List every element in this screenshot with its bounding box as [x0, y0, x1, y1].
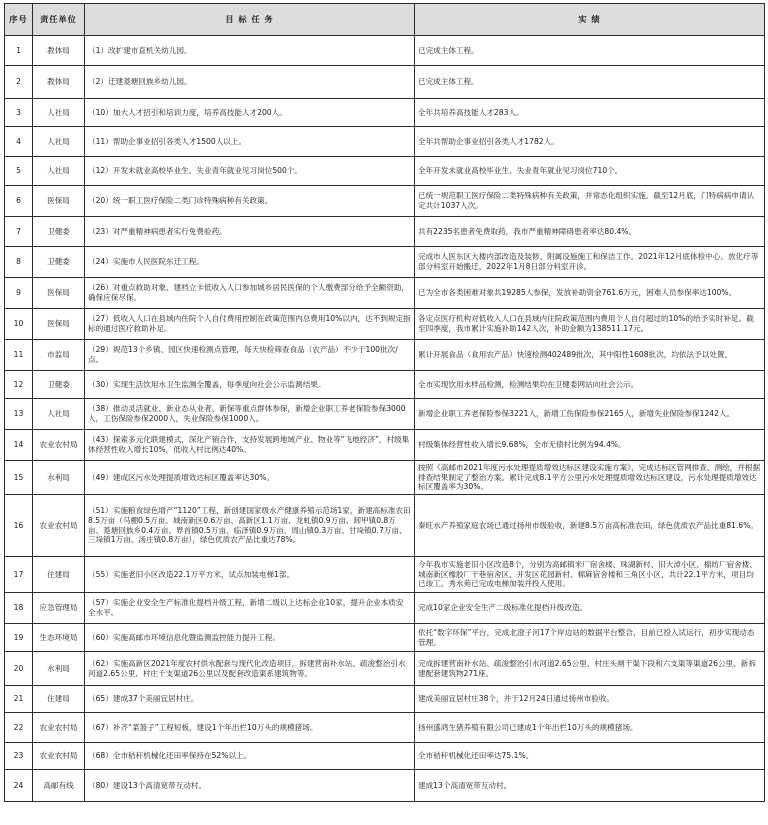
- achievement: 今年我市实施老旧小区改造8个，分别为高邮镇米厂宿舍楼、珠湖新村、旧大淖小区、棉纺厂宿舍楼、城南新区橡胶厂干巷宿舍区、开发区花园新村、棉麻宿舍楼和三角区小区，共计22.1平方米，项目均已竣工。秀水苑已完成电梯加装并投入使用。: [415, 557, 765, 593]
- row-number: 17: [5, 557, 33, 593]
- achievement: 建成13个高清宽带互动村。: [415, 770, 765, 802]
- achievement: 完成拆建营南补水站、疏浚整治引水河道2.65公里、村庄头闸干渠下段和六支渠等渠道26公里、新拆建配套建筑物271座。: [415, 652, 765, 686]
- achievement: 各定点医疗机构对低收入人口在县域内住院政策范围内费用个人自付超过的10%的给予实时补足。截至四季度，我市累计实施补助142人次，补助金额为138511.17元。: [415, 309, 765, 340]
- responsible-unit: 生态环境局: [33, 624, 85, 652]
- row-number: 6: [5, 186, 33, 217]
- responsible-unit: 卫健委: [33, 217, 85, 247]
- target-task: （11）帮助企事业招引各类人才1500人以上。: [85, 127, 415, 157]
- target-task: （57）实施企业安全生产标准化提档升级工程，新增二级以上达标企业10家，提升企业本质安全水平。: [85, 593, 415, 624]
- target-task: （20）统一职工医疗保险二类门诊特殊病种有关政策。: [85, 186, 415, 217]
- row-number: 9: [5, 278, 33, 309]
- target-task-table: [4, 3, 765, 802]
- row-number: 21: [5, 686, 33, 713]
- row-number: 4: [5, 127, 33, 157]
- table-row: [5, 495, 765, 557]
- achievement: 全年共帮助企事业招引各类人才1782人。: [415, 127, 765, 157]
- table-row: [5, 652, 765, 686]
- target-task: （2）迁建菱塘回族乡幼儿园。: [85, 66, 415, 99]
- table-row: [5, 371, 765, 399]
- row-number: 24: [5, 770, 33, 802]
- row-number: 23: [5, 743, 33, 770]
- achievement: 依托“数字环保”平台，完成北澄子河17个岸边站的数据平台整合，目前已投入试运行，初步实现动态管理。: [415, 624, 765, 652]
- row-number: 2: [5, 66, 33, 99]
- responsible-unit: 人社局: [33, 157, 85, 186]
- target-task: （80）建设13个高清宽带互动村。: [85, 770, 415, 802]
- responsible-unit: 农业农村局: [33, 495, 85, 557]
- responsible-unit: 教体局: [33, 66, 85, 99]
- target-task: （27）低收入人口在县域内住院个人自付费用控制在政策范围内总费用10%以内，达不到规定指标的通过医疗救助补足。: [85, 309, 415, 340]
- target-task: （60）实施高邮市环境信息化暨监测监控能力提升工程。: [85, 624, 415, 652]
- responsible-unit: 人社局: [33, 99, 85, 127]
- row-number: 22: [5, 713, 33, 743]
- header-task: 目 标 任 务: [85, 4, 415, 36]
- header-result: 实 绩: [415, 4, 765, 36]
- row-number: 1: [5, 36, 33, 66]
- row-number: 20: [5, 652, 33, 686]
- table-row: [5, 713, 765, 743]
- responsible-unit: 农业农村局: [33, 430, 85, 461]
- row-number: 15: [5, 461, 33, 495]
- row-number: 16: [5, 495, 33, 557]
- table-row: [5, 186, 765, 217]
- row-number: 13: [5, 399, 33, 430]
- achievement: 村级集体经营性收入增长9.68%，全市无债村比例为94.4%。: [415, 430, 765, 461]
- responsible-unit: 水利局: [33, 652, 85, 686]
- table-row: [5, 127, 765, 157]
- table-row: [5, 686, 765, 713]
- achievement: 全年开发未就业高校毕业生、失业青年就业见习岗位710个。: [415, 157, 765, 186]
- achievement: 建成美丽宜居村庄38个，并于12月24日通过扬州市验收。: [415, 686, 765, 713]
- achievement: 完成市人医东区大楼内部改造及装修、附属设施施工和保洁工作。2021年12月底体检中心、放化疗等部分科室开始搬迁，2022年1月8日部分科室开诊。: [415, 247, 765, 278]
- target-task: （23）对严重精神病患者实行免费验药。: [85, 217, 415, 247]
- table-row: [5, 309, 765, 340]
- target-task: （65）建成37个美丽宜居村庄。: [85, 686, 415, 713]
- table-row: [5, 557, 765, 593]
- row-number: 19: [5, 624, 33, 652]
- row-number: 8: [5, 247, 33, 278]
- responsible-unit: 教体局: [33, 36, 85, 66]
- responsible-unit: 水利局: [33, 461, 85, 495]
- responsible-unit: 医保局: [33, 309, 85, 340]
- target-task: （10）加大人才招引和培训力度，培养高技能人才200人。: [85, 99, 415, 127]
- target-task: （68）全市秸秆机械化还田率保持在52%以上。: [85, 743, 415, 770]
- target-task: （12）开发未就业高校毕业生、失业青年就业见习岗位500个。: [85, 157, 415, 186]
- responsible-unit: 医保局: [33, 186, 85, 217]
- table-header-row: [5, 4, 765, 36]
- table-row: [5, 217, 765, 247]
- table-row: [5, 743, 765, 770]
- target-task: （67）补齐“菜篮子”工程短板，建设1个年出栏10万头的规模猪场。: [85, 713, 415, 743]
- target-task: （26）对重点救助对象、建档立卡低收入人口参加城乡居民医保的个人缴费部分给予全额资助，确保应保尽保。: [85, 278, 415, 309]
- target-task: （1）改扩建市直机关幼儿园。: [85, 36, 415, 66]
- row-number: 14: [5, 430, 33, 461]
- responsible-unit: 高邮有线: [33, 770, 85, 802]
- table-row: [5, 461, 765, 495]
- responsible-unit: 卫健委: [33, 247, 85, 278]
- target-task: （62）实施高新区2021年度农村供水配套与现代化改造项目，拆建营南补水站、疏浚整治引水河道2.65公里、村庄千支渠道26公里以及配套改造渠系建筑物等。: [85, 652, 415, 686]
- target-task: （43）探索多元化联建模式，深化产销合作，支持发展跨地域产业、物业等“飞地经济”，村级集体经营性收入增长10%，低收入村比例达40%。: [85, 430, 415, 461]
- achievement: 已统一规范职工医疗保险二类特殊病种有关政策，并常态化组织实施。截至12月底，门特病病申请认定共计1037人次。: [415, 186, 765, 217]
- header-no: 序号: [5, 4, 33, 36]
- table-row: [5, 247, 765, 278]
- header-unit: 责任单位: [33, 4, 85, 36]
- responsible-unit: 农业农村局: [33, 743, 85, 770]
- row-number: 11: [5, 340, 33, 371]
- row-number: 18: [5, 593, 33, 624]
- table-row: [5, 278, 765, 309]
- responsible-unit: 农业农村局: [33, 713, 85, 743]
- achievement: 扬州盛鸿生猪养殖有限公司已建成1个年出栏10万头的规模猪场。: [415, 713, 765, 743]
- responsible-unit: 人社局: [33, 399, 85, 430]
- table-row: [5, 770, 765, 802]
- responsible-unit: 医保局: [33, 278, 85, 309]
- achievement: 新增企业职工养老保险参保3221人，新增工伤保险参保2165人，新增失业保险参保1242人。: [415, 399, 765, 430]
- target-task: （24）实施市人民医院东迁工程。: [85, 247, 415, 278]
- achievement: 秦旺水产养殖家庭农场已通过扬州市级验收，新建8.5万亩高标准农田，绿色优质农产品比重81.6%。: [415, 495, 765, 557]
- row-number: 5: [5, 157, 33, 186]
- table-row: [5, 99, 765, 127]
- responsible-unit: 卫健委: [33, 371, 85, 399]
- table-row: [5, 624, 765, 652]
- table-row: [5, 430, 765, 461]
- achievement: 全市秸秆机械化还田率达75.1%。: [415, 743, 765, 770]
- achievement: 全年共培养高技能人才283人。: [415, 99, 765, 127]
- target-task: （30）实现生活饮用水卫生监测全覆盖，每季度向社会公示监测结果。: [85, 371, 415, 399]
- table-row: [5, 157, 765, 186]
- table-row: [5, 36, 765, 66]
- table-row: [5, 340, 765, 371]
- table-row: [5, 399, 765, 430]
- row-number: 12: [5, 371, 33, 399]
- achievement: 已为全市各类困难对象共19285人参保，发放补助资金761.6万元，困难人员参保率达100%。: [415, 278, 765, 309]
- target-task: （55）实施老旧小区改造22.1万平方米，试点加装电梯1部。: [85, 557, 415, 593]
- responsible-unit: 市监局: [33, 340, 85, 371]
- row-number: 7: [5, 217, 33, 247]
- achievement: 完成10家企业安全生产二级标准化提档升级改造。: [415, 593, 765, 624]
- responsible-unit: 应急管理局: [33, 593, 85, 624]
- achievement: 共有2235名患者免费取药，我市严重精神障碍患者率达80.4%。: [415, 217, 765, 247]
- target-task: （29）规范13个乡镇、园区快速检测点管理，每天快检筛查食品（农产品）不少于100批次/点。: [85, 340, 415, 371]
- achievement: 已完成主体工程。: [415, 36, 765, 66]
- row-number: 10: [5, 309, 33, 340]
- responsible-unit: 住建局: [33, 686, 85, 713]
- target-task: （49）建成区污水处理提质增效达标区覆盖率达30%。: [85, 461, 415, 495]
- responsible-unit: 住建局: [33, 557, 85, 593]
- achievement: 全市实现饮用水样品检测，检测结果均在卫健委网站向社会公示。: [415, 371, 765, 399]
- row-number: 3: [5, 99, 33, 127]
- target-task: （38）推动灵活就业、新业态从业者、新保等重点群体参保，新增企业职工养老保险参保3000人，工伤保险参保2000人，失业保险参保1000人。: [85, 399, 415, 430]
- achievement: 累计开展食品（食用农产品）快速检测402489批次，其中阳性1608批次，均依法予以处置。: [415, 340, 765, 371]
- target-task: （51）实施粮食绿色增产“1120”工程，新创建国家级水产健康养殖示范场1家，新建高标准农田8.5万亩（马棚0.5万亩、城南新区0.6万亩、高新区1.1万亩、龙虬镇0.9万亩、卸甲镇0.8万亩、菱塘回族乡0.4万亩、界首镇0.5万亩、临泽镇0.9万亩、周山镇0.3万亩、甘垛镇0.7万亩、三垛镇1万亩、汤庄镇0.8万亩），绿色优质农产品比重达78%。: [85, 495, 415, 557]
- achievement: 已完成主体工程。: [415, 66, 765, 99]
- table-row: [5, 593, 765, 624]
- table-row: [5, 66, 765, 99]
- responsible-unit: 人社局: [33, 127, 85, 157]
- achievement: 按照《高邮市2021年度污水处理提质增效达标区建设实施方案》，完成达标区管网排查、测绘，并根据排查结果制定了整治方案。累计完成8.1平方公里污水处理提质增效达标区建设，污水处理提质增效达标区覆盖率为30%。: [415, 461, 765, 495]
